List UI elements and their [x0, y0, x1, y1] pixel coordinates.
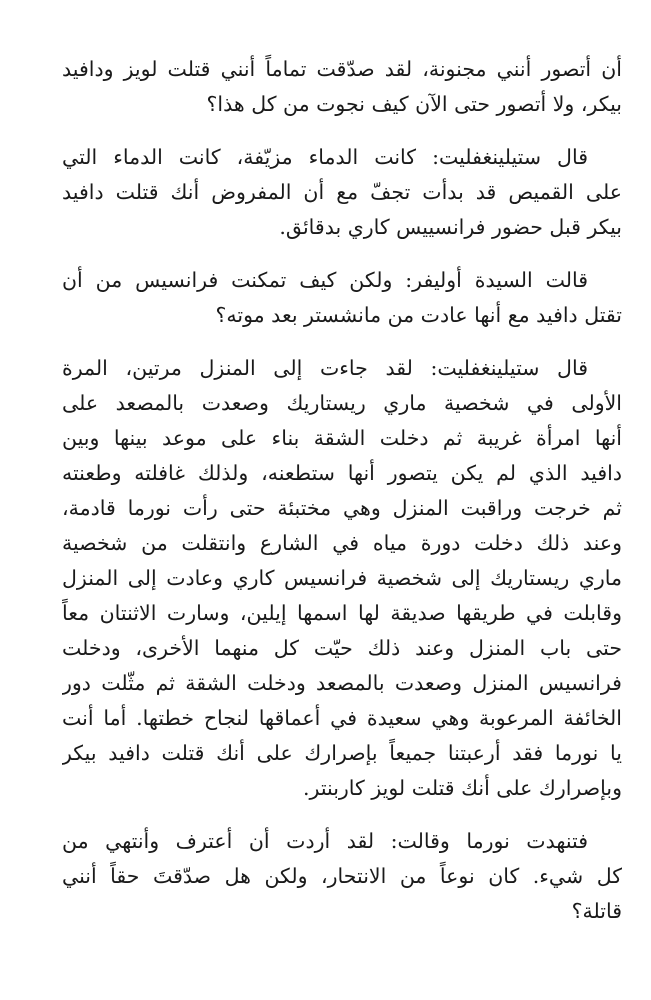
text-line: ثم خرجت وراقبت المنزل وهي مختبئة حتى رأت نورما قادمة، — [62, 496, 622, 520]
text-line: الأولى في شخصية ماري ريستاريك وصعدت بالمصعد على — [62, 391, 622, 415]
text-line: قالت السيدة أوليفر: ولكن كيف تمكنت فرانسيس من أن — [62, 268, 588, 292]
paragraph-1 — [62, 52, 622, 122]
text-line: على القميص قد بدأت تجفّ مع أن المفروض أنك قتلت دافيد — [62, 180, 622, 204]
text-line: أن أتصور أنني مجنونة، لقد صدّقت تماماً أنني قتلت لويز ودافيد — [62, 57, 622, 81]
paragraph-4 — [62, 351, 622, 806]
text-line: قال ستيلينغفليت: لقد جاءت إلى المنزل مرتين، المرة — [62, 356, 588, 380]
text-line: ماري ريستاريك إلى شخصية فرانسيس كاري وعادت إلى المنزل — [62, 566, 622, 590]
text-line: وعند ذلك دخلت دورة مياه في الشارع وانتقلت من شخصية — [62, 531, 622, 555]
paragraph-2 — [62, 140, 622, 245]
paragraph-5 — [62, 824, 622, 929]
text-line: فرانسيس المنزل وصعدت بالمصعد ودخلت الشقة ثم مثّلت دور — [62, 671, 622, 695]
text-line: قاتلة؟ — [571, 899, 622, 923]
text-line: تقتل دافيد مع أنها عادت من مانشستر بعد موته؟ — [215, 303, 622, 327]
text-line: الخائفة المرعوبة وهي سعيدة في أعماقها لنجاح خطتها. أما أنت — [62, 706, 622, 730]
paragraph-3 — [62, 263, 622, 333]
text-line: أنها امرأة غريبة ثم دخلت الشقة بناء على موعد بينها وبين — [62, 426, 622, 450]
text-line: فتنهدت نورما وقالت: لقد أردت أن أعترف وأنتهي من — [62, 829, 588, 853]
text-line: وبإصرارك على أنك قتلت لويز كاربنتر. — [303, 776, 622, 800]
text-line: بيكر قبل حضور فرانسييس كاري بدقائق. — [279, 215, 622, 239]
text-line: كل شيء. كان نوعاً من الانتحار، ولكن هل صدّقتَ حقاً أنني — [62, 864, 622, 888]
text-line: بيكر، ولا أتصور حتى الآن كيف نجوت من كل هذا؟ — [206, 92, 622, 116]
text-line: وقابلت في طريقها صديقة لها اسمها إيلين، وسارت الاثنتان معاً — [62, 601, 622, 625]
text-line: قال ستيلينغفليت: كانت الدماء مزيّفة، كانت الدماء التي — [62, 145, 588, 169]
text-line: حتى باب المنزل وعند ذلك حيّت كل منهما الأخرى، ودخلت — [62, 636, 622, 660]
text-line: دافيد الذي لم يكن يتصور أنها ستطعنه، ولذلك غافلته وطعنته — [62, 461, 622, 485]
text-line: يا نورما فقد أرعبتنا جميعاً بإصرارك على أنك قتلت دافيد بيكر — [62, 741, 622, 765]
book-page — [62, 52, 622, 947]
